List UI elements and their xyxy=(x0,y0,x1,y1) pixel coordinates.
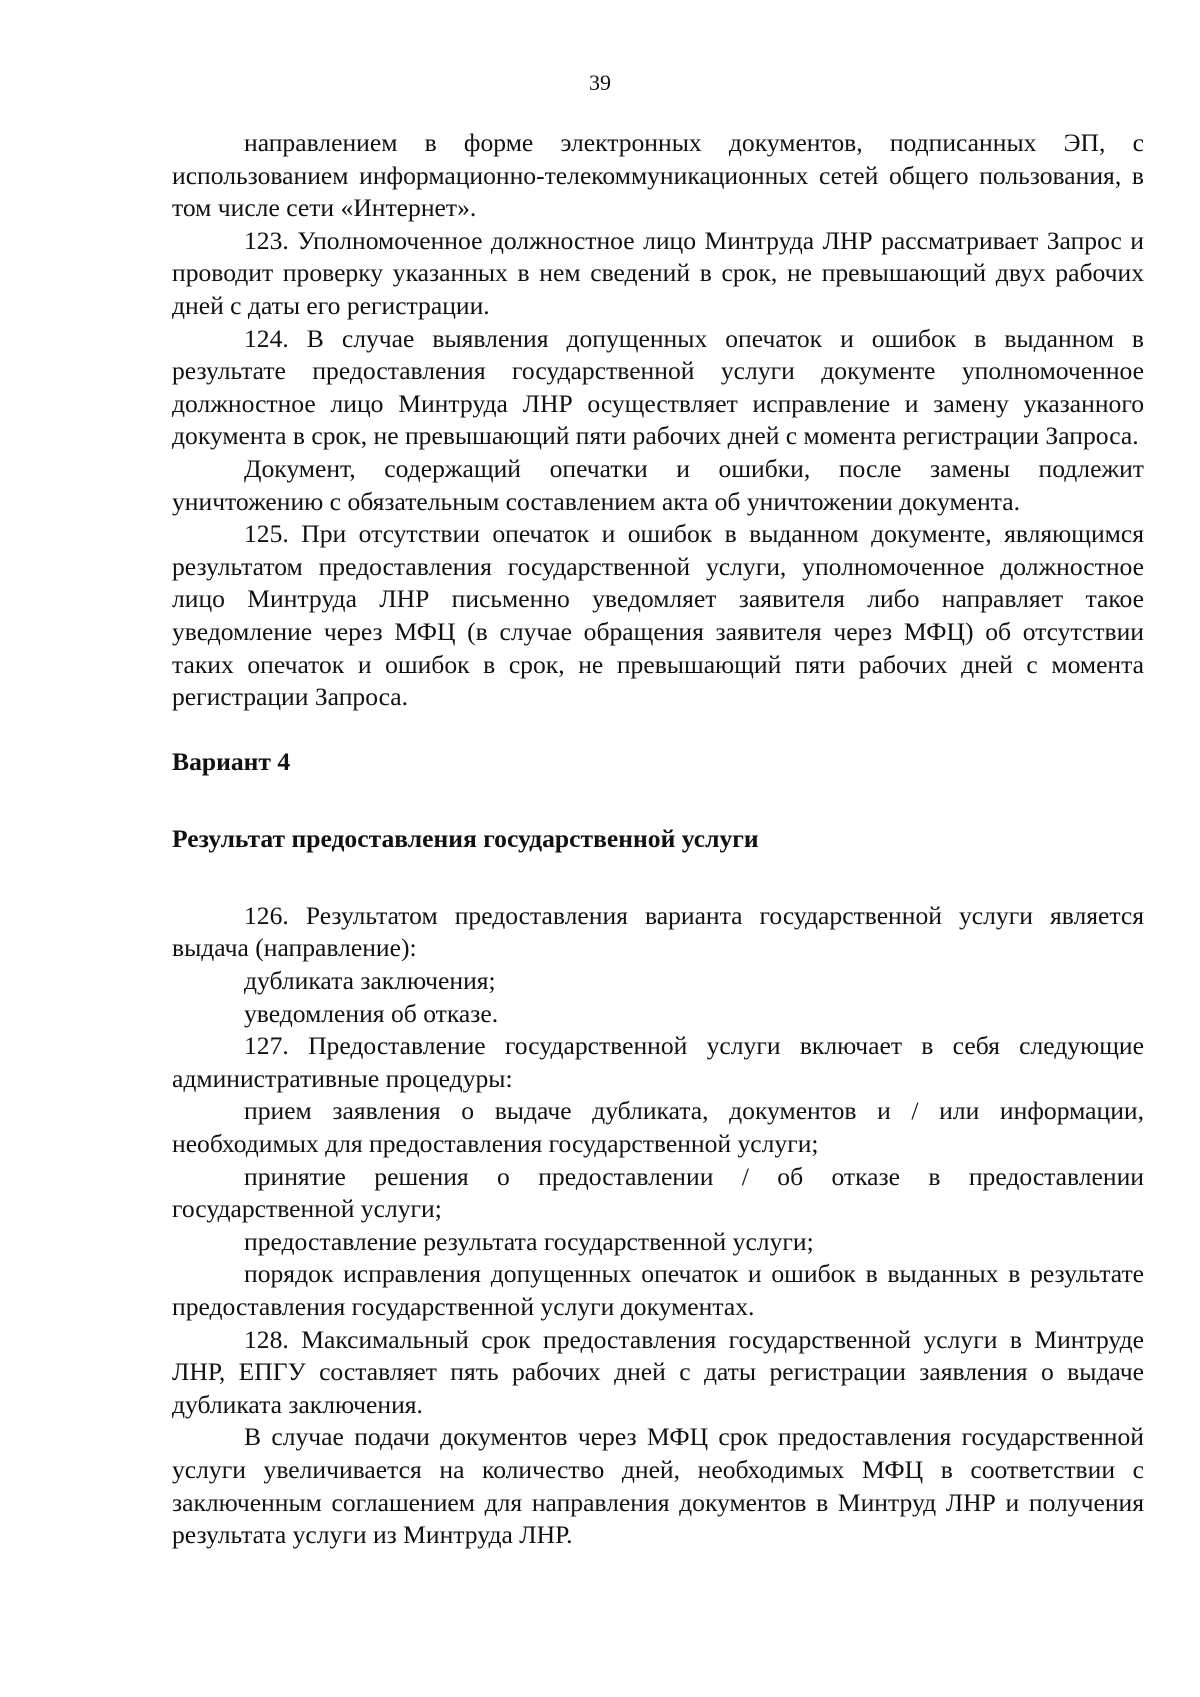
list-item-decision: принятие решения о предоставлении / об отказе в предоставлении государственной услуги; xyxy=(172,1161,1144,1224)
paragraph-127: 127. Предоставление государственной услуги включает в себя следующие административные процедуры: xyxy=(172,1031,1144,1093)
paragraph-125: 125. При отсутствии опечаток и ошибок в выданном документе, являющимся результатом предоставления государственной услуги, уполномоченное должностное лицо Минтруда ЛНР письменно уведомляет заявителя либо направляет такое уведомление через МФЦ (в случае обращения заявителя через МФЦ) об отсутствии таких опечаток и ошибок в срок, не превышающий пяти рабочих дней с момента регистрации Запроса. xyxy=(172,519,1144,712)
list-item-refusal: уведомления об отказе. xyxy=(244,998,499,1028)
list-item-correction-procedure: порядок исправления допущенных опечаток и ошибок в выданных в результате предоставления государственной услуги документах. xyxy=(172,1259,1144,1321)
paragraph-128: 128. Максимальный срок предоставления государственной услуги в Минтруде ЛНР, ЕПГУ составляет пять рабочих дней с даты регистрации заявления о выдаче дубликата заключения. xyxy=(172,1324,1144,1419)
section-heading-result: Результат предоставления государственной услуги xyxy=(172,824,759,854)
list-item-duplicate: дубликата заключения; xyxy=(244,966,496,996)
section-heading-variant: Вариант 4 xyxy=(172,746,291,776)
document-body xyxy=(172,127,1144,1552)
page-number: 39 xyxy=(589,70,611,95)
list-item-result-delivery: предоставление результата государственной услуги; xyxy=(244,1226,814,1256)
paragraph-mfc-term: В случае подачи документов через МФЦ срок предоставления государственной услуги увеличивается на количество дней, необходимых МФЦ в соответствии с заключенным соглашением для направления документов в Минтруд ЛНР и получения результата услуги из Минтруда ЛНР. xyxy=(172,1422,1144,1550)
paragraph-124: 124. В случае выявления допущенных опечаток и ошибок в выданном в результате предоставления государственной услуги документе уполномоченное должностное лицо Минтруда ЛНР осуществляет исправление и замену указанного документа в срок, не превышающий пяти рабочих дней с момента регистрации Запроса. xyxy=(172,323,1144,451)
list-item-application-intake: прием заявления о выдаче дубликата, документов и / или информации, необходимых для предоставления государственной услуги; xyxy=(172,1096,1144,1159)
paragraph-126: 126. Результатом предоставления варианта государственной услуги является выдача (направление): xyxy=(172,900,1144,963)
paragraph-123: 123. Уполномоченное должностное лицо Минтруда ЛНР рассматривает Запрос и проводит проверку указанных в нем сведений в срок, не превышающий двух рабочих дней с даты его регистрации. xyxy=(172,225,1144,320)
paragraph-continuation: направлением в форме электронных документов, подписанных ЭП, с использованием информационно-телекоммуникационных сетей общего пользования, в том числе сети «Интернет». xyxy=(172,128,1144,223)
paragraph-document-destruction: Документ, содержащий опечатки и ошибки, после замены подлежит уничтожению с обязательным составлением акта об уничтожении документа. xyxy=(172,453,1144,516)
